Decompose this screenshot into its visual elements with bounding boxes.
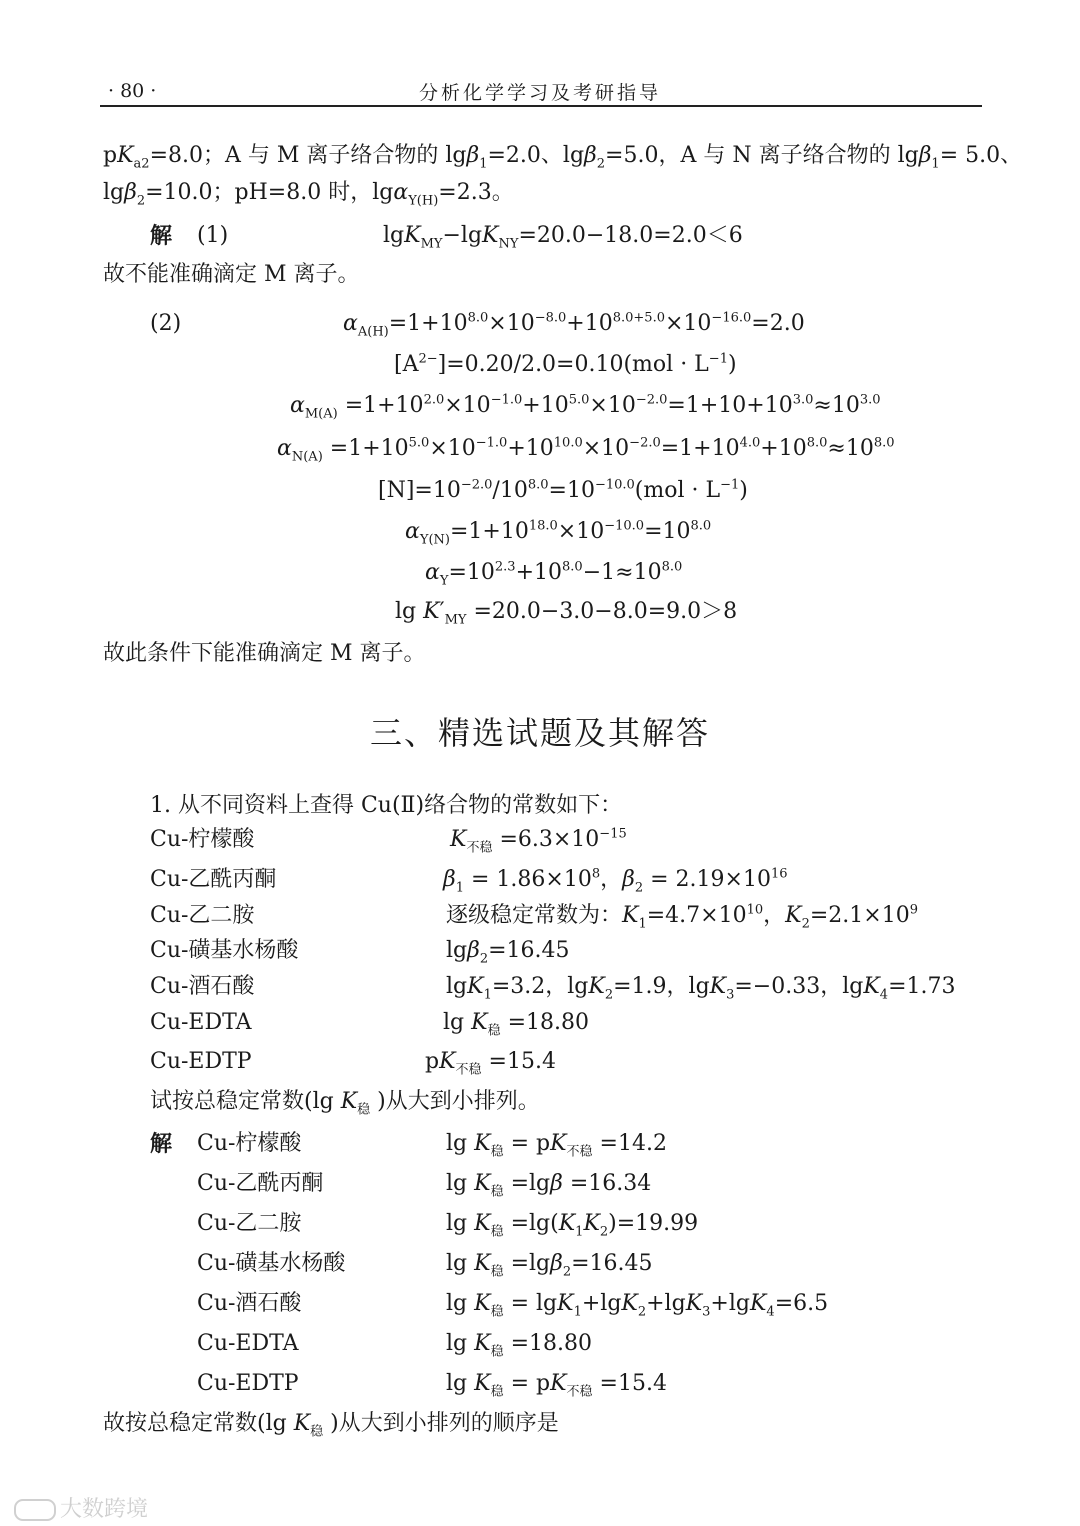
q-item-value: lgK$_1$=3.2，lgK$_2$=1.9，lgK$_3$=−0.33，lgK$_4$=1.73 bbox=[446, 974, 956, 1003]
watermark: 大数跨境 bbox=[14, 1492, 148, 1523]
eq-n-conc: $[N]=10^{-2.0}/10^{8.0}=10^{-10.0}(mol \cdot L^{-1})$ bbox=[378, 477, 748, 503]
a-item-name: Cu-乙酰丙酮 bbox=[197, 1171, 324, 1196]
q-item-value: $\lg K_稳 =18.80$ bbox=[443, 1010, 589, 1039]
intro-line-1: $pK_{a2}=8.0$；A 与 M 离子络合物的 lgβ$_1$=2.0、lgβ$_2$=5.0，A 与 N 离子络合物的 lgβ$_1$= 5.0、 bbox=[103, 143, 1023, 172]
eq-alpha-n-a: $\alpha_{N(A)} =1+10^{5.0}\times 10^{-1.0}+10^{10.0}\times 10^{-2.0}=1+10^{4.0}+10^{8.0}\approx 10^{8.0}$ bbox=[277, 435, 895, 465]
a-item-name: Cu-磺基水杨酸 bbox=[197, 1251, 346, 1276]
question-stem: 1. 从不同资料上查得 Cu(Ⅱ)络合物的常数如下： bbox=[150, 793, 623, 818]
eq-alpha-m-a: $\alpha_{M(A)} =1+10^{2.0}\times 10^{-1.0}+10^{5.0}\times 10^{-2.0}=1+10+10^{3.0}\approx 10^{3.0}$ bbox=[290, 392, 881, 422]
a-item-value: $\lg K_稳 =\lg\beta_2=16.45$ bbox=[446, 1251, 653, 1280]
q-item-value: 逐级稳定常数为：$K_1=4.7\times 10^{10}$，$K_2=2.1\times 10^9$ bbox=[446, 902, 919, 932]
eq-alpha-a-h: $\alpha_{A(H)}=1+10^{8.0}\times 10^{-8.0}+10^{8.0+5.0}\times 10^{-16.0}=2.0$ bbox=[343, 310, 805, 340]
q-item-name: Cu-乙二胺 bbox=[150, 903, 255, 928]
page-number: · 80 · bbox=[108, 80, 157, 102]
a-item-name: Cu-乙二胺 bbox=[197, 1211, 302, 1236]
q-item-name: Cu-EDTP bbox=[150, 1049, 252, 1074]
part2-number: (2) bbox=[150, 311, 182, 336]
q-item-value: $\beta_1 = 1.86\times 10^8$，$\beta_2 = 2.19\times 10^{16}$ bbox=[443, 866, 788, 896]
eq-alpha-y-n: $\alpha_{Y(N)}=1+10^{18.0}\times 10^{-10.0}=10^{8.0}$ bbox=[405, 518, 712, 548]
running-title: 分析化学学习及考研指导 bbox=[418, 82, 661, 104]
a-item-name: Cu-EDTP bbox=[197, 1371, 299, 1396]
q-item-name: Cu-酒石酸 bbox=[150, 974, 255, 999]
a-item-value: $\lg K_稳 = \lg K_1+\lg K_2+\lg K_3+\lg K_4=6.5$ bbox=[446, 1291, 829, 1320]
q-item-name: Cu-磺基水杨酸 bbox=[150, 938, 299, 963]
watermark-logo-icon bbox=[14, 1499, 56, 1521]
q-item-value: $K_{不稳} =6.3\times 10^{-15}$ bbox=[450, 826, 627, 856]
q-item-name: Cu-柠檬酸 bbox=[150, 827, 255, 852]
q-item-value: lgβ$_2$=16.45 bbox=[446, 938, 570, 967]
eq-a-conc: $[A^{2-}]=0.20/2.0=0.10(mol \cdot L^{-1})$ bbox=[394, 351, 737, 377]
part2-conclusion: 故此条件下能准确滴定 M 离子。 bbox=[103, 641, 426, 666]
section-title: 三、精选试题及其解答 bbox=[369, 714, 710, 752]
a-item-value: $\lg K_稳 = pK_{不稳} =14.2$ bbox=[446, 1131, 667, 1160]
eq-lgk-cond: $\lg K'_{MY} =20.0-3.0-8.0=9.0>8$ bbox=[395, 599, 738, 628]
question-ask: 试按总稳定常数(lg $K_稳$ )从大到小排列。 bbox=[150, 1089, 540, 1118]
q-item-value: $pK_{不稳} =15.4$ bbox=[425, 1049, 556, 1078]
intro-line-2: lgβ$_2$=10.0；pH=8.0 时，lgα$_{Y(H)}$=2.3。 bbox=[103, 180, 514, 209]
solution-label: 解 bbox=[150, 223, 173, 249]
part1-result: 故不能准确滴定 M 离子。 bbox=[103, 262, 360, 287]
q-item-name: Cu-EDTA bbox=[150, 1010, 252, 1035]
a-item-name: Cu-EDTA bbox=[197, 1331, 299, 1356]
answer-label: 解 bbox=[150, 1131, 173, 1157]
a-item-value: $\lg K_稳 =\lg\beta =16.34$ bbox=[446, 1171, 652, 1200]
eq-alpha-y: $\alpha_Y=10^{2.3}+10^{8.0}-1\approx 10^{8.0}$ bbox=[425, 559, 683, 589]
q-item-name: Cu-乙酰丙酮 bbox=[150, 867, 277, 892]
answer-final: 故按总稳定常数(lg $K_稳$ )从大到小排列的顺序是 bbox=[103, 1411, 559, 1440]
a-item-name: Cu-柠檬酸 bbox=[197, 1131, 302, 1156]
a-item-value: $\lg K_稳 =\lg(K_1K_2)=19.99$ bbox=[446, 1211, 699, 1240]
part1-number: (1) bbox=[197, 223, 229, 248]
part1-equation: lgK$_{MY}$−lgK$_{NY}$=20.0−18.0=2.0＜6 bbox=[383, 223, 743, 252]
a-item-value: $\lg K_稳 = pK_{不稳} =15.4$ bbox=[446, 1371, 667, 1400]
a-item-name: Cu-酒石酸 bbox=[197, 1291, 302, 1316]
header-rule bbox=[100, 105, 982, 107]
a-item-value: $\lg K_稳 =18.80$ bbox=[446, 1331, 592, 1360]
